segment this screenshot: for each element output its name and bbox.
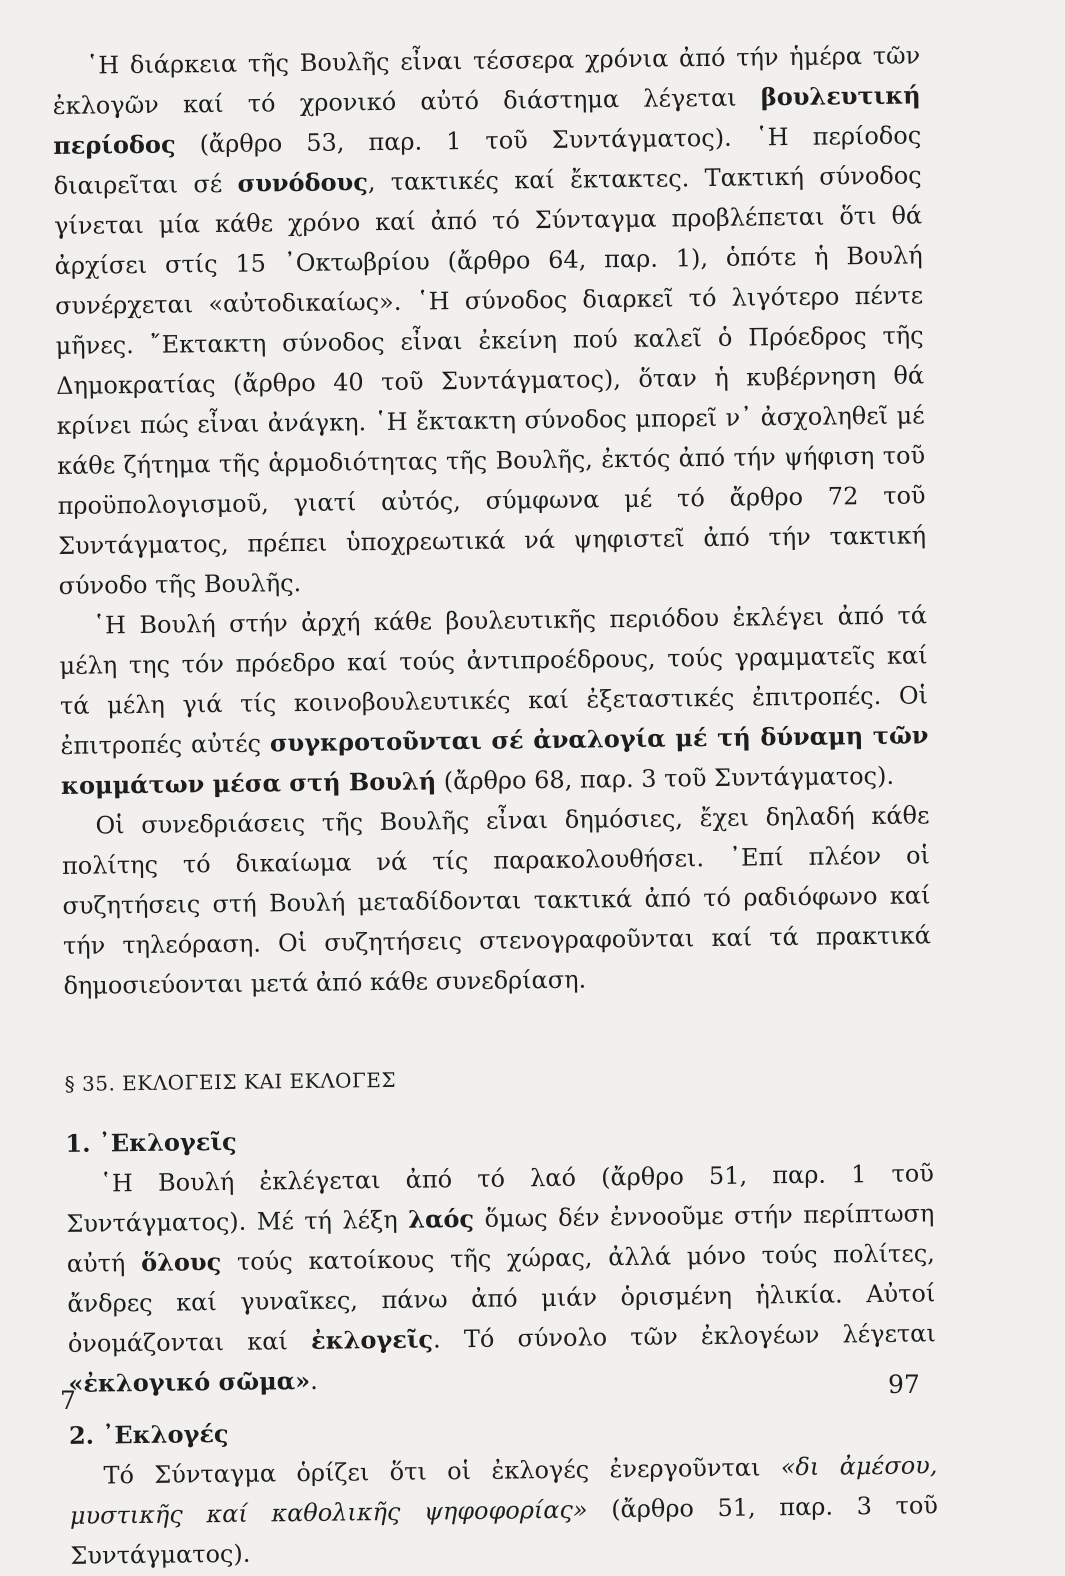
bold-term: λαός (407, 1203, 475, 1234)
text-run: . (309, 1366, 318, 1395)
text-run: , τακτικές καί ἔκτακτες. Τακτική σύνοδος γίνεται μία κάθε χρόνο καί ἀπό τό Σύνταγμα προβλέπεται ὅτι θά ἀρχίσει στίς 15 ᾽Οκτωβρίου (ἄρθρο 64, παρ. 1), ὁπότε ἡ Βουλή συνέρχεται «αὐτοδικαίως». ῾Η σύνοδος διαρκεῖ τό λιγότερο πέντε μῆνες. ῎Εκτακτη σύνοδος εἶναι ἐκείνη πού καλεῖ ὁ Πρόεδρος τῆς Δημοκρατίας (ἄρθρο 40 τοῦ Συντάγματος), ὅταν ἡ κυβέρνηση θά κρίνει πώς εἶναι ἀνάγκη. ῾Η ἔκτακτη σύνοδος μπορεῖ ν᾽ ἀσχοληθεῖ μέ κάθε ζήτημα τῆς ἁρμοδιότητας τῆς Βουλῆς, ἐκτός ἀπό τήν ψήφιση τοῦ προϋπολογισμοῦ, γιατί αὐτός, σύμφωνα μέ τό ἄρθρο 72 τοῦ Συντάγματος, πρέπει ὑποχρεωτικά νά ψηφιστεῖ ἀπό τήν τακτική σύνοδο τῆς Βουλῆς. (54, 161, 927, 600)
text-run: (ἄρθρο 51, παρ. 3 τοῦ Συντάγματος). (70, 1491, 939, 1570)
text-run: (ἄρθρο 53, παρ. 1 τοῦ Συντάγματος). ῾Η περίοδος διαιρεῖται σέ (53, 121, 922, 200)
bold-term: ἐκλογεῖς (310, 1324, 434, 1355)
text-run: . Τό σύνολο τῶν ἐκλογέων λέγεται (432, 1319, 936, 1354)
paragraph-1 (52, 35, 927, 606)
text-run: ῾Η Βουλή ἐκλέγεται ἀπό τό λαό (ἄρθρο 51, παρ. 1 τοῦ Συντάγματος). Μέ τή λέξη (66, 1159, 935, 1238)
text-run: (ἄρθρο 68, παρ. 3 τοῦ Συντάγματος). (435, 761, 895, 796)
text-run: ὅμως δέν ἐννοοῦμε στήν περίπτωση αὐτή (66, 1199, 935, 1278)
bold-term: «ἐκλογικό σῶμα» (68, 1365, 311, 1398)
bold-term: συνόδους (237, 167, 369, 198)
paragraph-3: Οἱ συνεδριάσεις τῆς Βουλῆς εἶναι δημόσιες, ἔχει δηλαδή κάθε πολίτης τό δικαίωμα νά τίς παρακολουθήσει. ᾽Επί πλέον οἱ συζητήσεις στή Βουλή μεταδίδονται τακτικά ἀπό τό ραδιόφωνο καί τήν τηλεόραση. Οἱ συζητήσεις στενογραφοῦνται καί τά πρακτικά δημοσιεύονται μετά ἀπό κάθε συνεδρίαση. (61, 801, 932, 1000)
paragraph-4 (66, 1153, 937, 1404)
bold-term: ὅλους (140, 1247, 222, 1278)
page-number: 97 (888, 1370, 920, 1399)
page-body (52, 35, 939, 1575)
paragraph-5 (69, 1445, 938, 1576)
bold-term: βουλευτική περίοδος (53, 80, 921, 160)
text-run: ῾Η διάρκεια τῆς Βουλῆς εἶναι τέσσερα χρόνια ἀπό τήν ἡμέρα τῶν ἐκλογῶν καί τό χρονικό αὐτό διάστημα λέγεται (52, 41, 921, 120)
text-run: τούς κατοίκους τῆς χώρας, ἀλλά μόνο τούς πολίτες, ἄνδρες καί γυναῖκες, πάνω ἀπό μιάν ὁρισμένη ἡλικία. Αὐτοί ὀνομάζονται καί (67, 1239, 936, 1358)
bold-term: συγκροτοῦνται σέ ἀναλογία μέ τή δύναμη τῶν κομμάτων μέσα στή Βουλή (60, 720, 929, 800)
paragraph-2 (59, 595, 929, 806)
italic-quote: «δι ἀμέσου, μυστικῆς καί καθολικῆς ψηφοφορίας» (69, 1451, 938, 1530)
section-heading: § 35. ΕΚΛΟΓΕΙΣ ΚΑΙ ΕΚΛΟΓΕΣ (64, 1067, 397, 1096)
text-run: Τό Σύνταγμα ὁρίζει ὅτι οἱ ἐκλογές ἐνεργοῦνται (103, 1453, 781, 1490)
subheading-2: 2. ᾽Εκλογές (68, 1418, 229, 1450)
subheading-1: 1. ᾽Εκλογεῖς (65, 1126, 237, 1158)
signature-mark: 7 (60, 1386, 76, 1415)
text-run: ῾Η Βουλή στήν ἀρχή κάθε βουλευτικῆς περιόδου ἐκλέγει ἀπό τά μέλη της τόν πρόεδρο καί τούς ἀντιπροέδρους, τούς γραμματεῖς καί τά μέλη γιά τίς κοινοβουλευτικές καί ἐξεταστικές ἐπιτροπές. Οἱ ἐπιτροπές αὐτές (59, 601, 929, 760)
